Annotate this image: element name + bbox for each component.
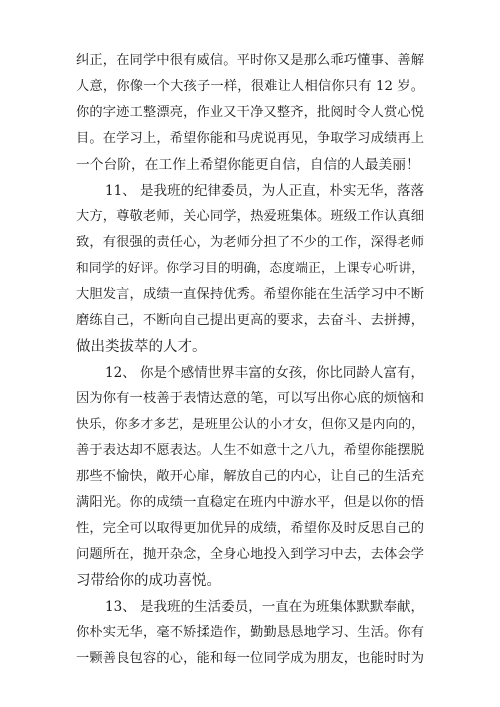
text-line: 12、 你是个感情世界丰富的女孩，你比同龄人富有， xyxy=(105,365,424,381)
text-line: 习带给你的成功喜悦。 xyxy=(76,573,221,589)
text-line: 目。在学习上，希望你能和马虎说再见，争取学习成绩再上 xyxy=(76,131,424,146)
document-body xyxy=(76,48,424,672)
text-line: 致，有很强的责任心，为老师分担了不少的工作，深得老师 xyxy=(76,235,424,250)
text-line: 满阳光。你的成绩一直稳定在班内中游水平，但是以你的悟 xyxy=(76,495,424,510)
text-line: 性，完全可以取得更加优异的成绩，希望你及时反思自己的 xyxy=(76,521,424,536)
text-line: 一颗善良包容的心，能和每一位同学成为朋友，也能时时为 xyxy=(76,651,424,666)
text-line: 13、 是我班的生活委员，一直在为班集体默默奉献， xyxy=(105,599,424,615)
text-line: 11、 是我班的纪律委员，为人正直，朴实无华，落落 xyxy=(105,183,424,199)
text-line: 人意，你像一个大孩子一样，很难让人相信你只有 12 岁。 xyxy=(76,79,424,94)
text-line: 纠正，在同学中很有威信。平时你又是那么乖巧懂事、善解 xyxy=(76,53,424,68)
text-line: 问题所在，抛开杂念，全身心地投入到学习中去，去体会学 xyxy=(76,547,424,562)
paragraph-12 xyxy=(76,360,424,594)
paragraph-11 xyxy=(76,178,424,360)
text-line: 大方，尊敬老师，关心同学，热爱班集体。班级工作认真细 xyxy=(76,209,424,224)
text-line: 你朴实无华，毫不矫揉造作，勤勤恳恳地学习、生活。你有 xyxy=(76,625,424,640)
text-line: 因为你有一枝善于表情达意的笔，可以写出你心底的烦恼和 xyxy=(76,391,424,406)
text-line: 做出类拔萃的人才。 xyxy=(76,339,207,355)
text-line: 快乐，你多才多艺，是班里公认的小才女，但你又是内向的， xyxy=(76,417,424,432)
text-line: 一个台阶，在工作上希望你能更自信，自信的人最美丽！ xyxy=(76,157,420,173)
text-line: 和同学的好评。你学习目的明确，态度端正，上课专心听讲， xyxy=(76,261,424,276)
text-line: 你的字迹工整漂亮，作业又干净又整齐，批阅时令人赏心悦 xyxy=(76,105,424,120)
paragraph-13 xyxy=(76,594,424,672)
text-line: 善于表达却不愿表达。人生不如意十之八九，希望你能摆脱 xyxy=(76,443,424,458)
paragraph-1 xyxy=(76,48,424,178)
text-line: 大胆发言，成绩一直保持优秀。希望你能在生活学习中不断 xyxy=(76,287,424,302)
text-line: 磨练自己，不断向自己提出更高的要求，去奋斗、去拼搏， xyxy=(76,313,424,328)
text-line: 那些不愉快，敞开心扉，解放自己的内心，让自己的生活充 xyxy=(76,469,424,484)
